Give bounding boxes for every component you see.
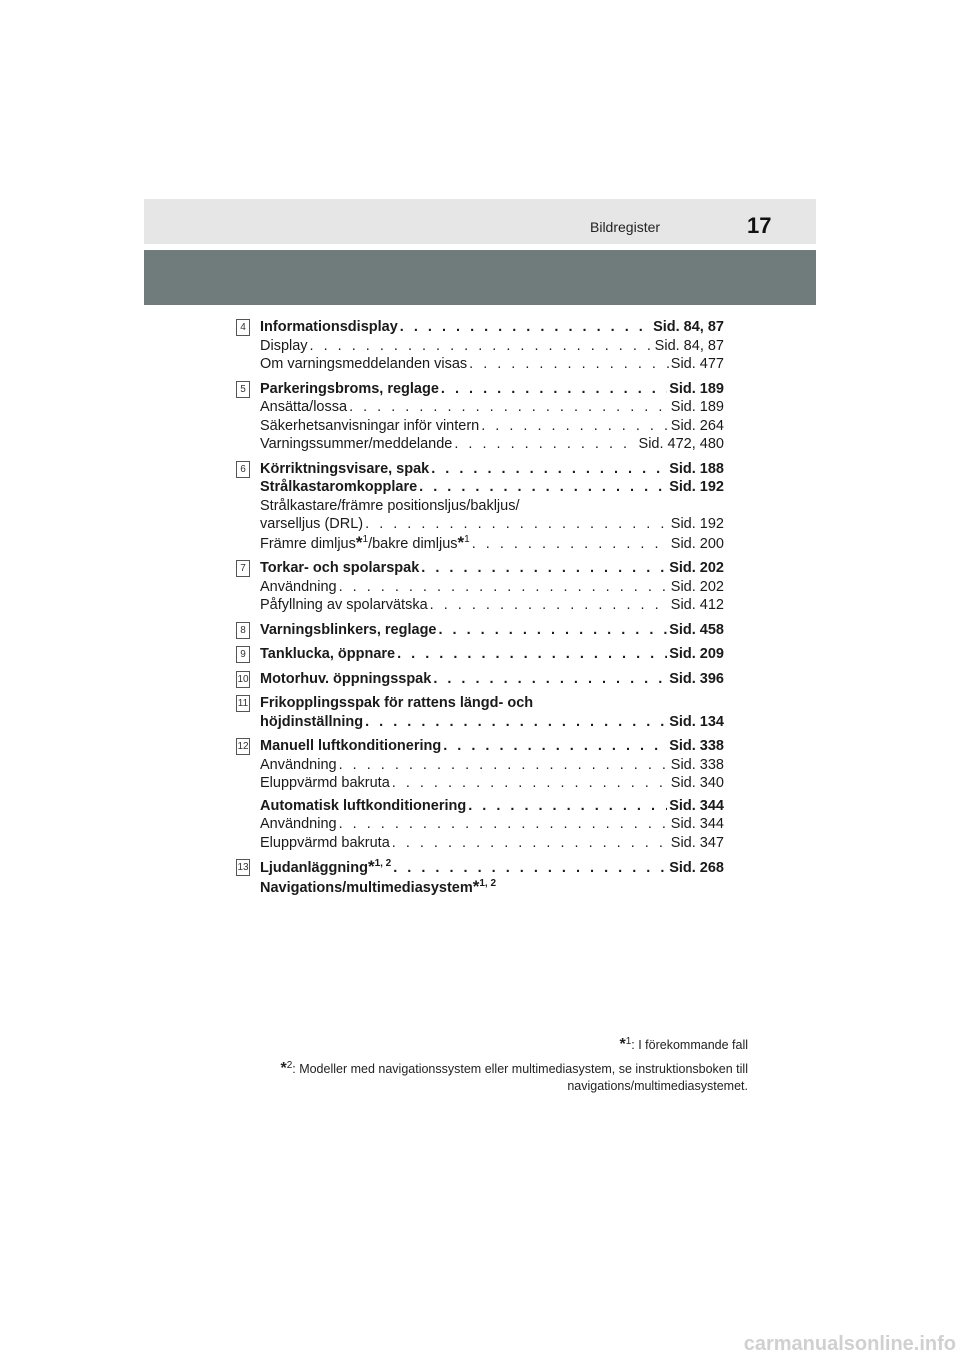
- footnote-marker: *: [619, 1036, 626, 1053]
- leader-dots: [439, 621, 668, 640]
- index-sub-row: [260, 815, 724, 834]
- entry-label: Manuell luftkonditionering: [260, 738, 442, 754]
- index-entry: [236, 621, 724, 640]
- page-reference: Sid. 412: [670, 597, 724, 613]
- leader-dots: [365, 515, 669, 534]
- index-sub-row: [260, 534, 724, 554]
- page-reference: Sid. 340: [670, 775, 724, 791]
- page-reference: Sid. 396: [669, 670, 724, 687]
- index-sub-row: [260, 515, 724, 534]
- leader-dots: [481, 417, 669, 436]
- index-heading-row: [260, 559, 724, 578]
- page-reference: Sid. 344: [670, 816, 724, 832]
- page-reference: Sid. 200: [670, 535, 724, 552]
- entry-label: Informationsdisplay: [260, 319, 398, 335]
- section-title: Bildregister: [590, 219, 661, 235]
- entry-label: Ljudanläggning*$^{1, 2}$: [260, 858, 392, 876]
- leader-dots: [310, 337, 653, 356]
- footnote-number: 2: [286, 1059, 293, 1071]
- entry-number-badge: 5: [236, 381, 250, 398]
- leader-dots: [431, 460, 667, 479]
- footnote-text: : I förekommande fall: [631, 1038, 748, 1052]
- footnotes: [268, 1036, 748, 1101]
- footnote: [268, 1060, 748, 1095]
- leader-dots: [392, 834, 669, 853]
- leader-dots: [421, 559, 667, 578]
- page-reference: Sid. 189: [669, 380, 724, 397]
- leader-dots: [472, 535, 669, 554]
- entry-label: Navigations/multimediasystem*$^{1, 2}$: [260, 877, 497, 896]
- page-reference: Sid. 84, 87: [654, 337, 724, 354]
- watermark: carmanualsonline.info: [743, 1333, 956, 1355]
- entry-label: Ansätta/lossa: [260, 399, 348, 415]
- entry-number-badge: 7: [236, 560, 250, 577]
- page-reference: Sid. 188: [669, 460, 724, 477]
- footnote-marker: *: [280, 1060, 287, 1077]
- entry-label: Parkeringsbroms, reglage: [260, 380, 439, 397]
- entry-label: höjdinställning: [260, 713, 364, 730]
- leader-dots: [430, 596, 669, 615]
- page-reference: Sid. 338: [669, 738, 724, 754]
- page-reference: Sid. 268: [669, 860, 724, 876]
- entry-label: Om varningsmeddelanden visas: [260, 356, 468, 372]
- index-heading-row: [260, 737, 724, 756]
- entry-label: Automatisk luftkonditionering: [260, 797, 467, 814]
- leader-dots: [469, 355, 669, 374]
- index-heading-row: [260, 478, 724, 497]
- index-entry: [236, 737, 724, 852]
- index-heading-row: [260, 318, 724, 337]
- index-heading-row: [260, 797, 724, 816]
- entry-label: Användning: [260, 578, 337, 595]
- leader-dots: [397, 645, 667, 664]
- index-sub-row: [260, 578, 724, 597]
- entry-number-badge: 10: [236, 671, 250, 688]
- index-sub-row: [260, 834, 724, 853]
- index-sub-row: [260, 398, 724, 417]
- index-sub-row: [260, 417, 724, 436]
- page-reference: Sid. 472, 480: [638, 436, 724, 452]
- index-heading-row: [260, 878, 724, 898]
- entry-number-badge: 8: [236, 622, 250, 639]
- index-entry: [236, 380, 724, 454]
- entry-label: Tanklucka, öppnare: [260, 646, 396, 662]
- leader-dots: [339, 578, 669, 597]
- index-entry: [236, 559, 724, 615]
- entry-label: Körriktningsvisare, spak: [260, 460, 430, 477]
- index-sub-row: [260, 756, 724, 775]
- entry-number-badge: 4: [236, 319, 250, 336]
- page-reference: Sid. 202: [669, 560, 724, 576]
- index-entry: [236, 670, 724, 689]
- leader-dots: [393, 859, 667, 878]
- index-heading-row: [260, 694, 724, 713]
- page-reference: Sid. 189: [670, 399, 724, 415]
- entry-label: Strålkastare/främre positionsljus/bakljus/: [260, 497, 520, 514]
- entry-number-badge: 9: [236, 646, 250, 663]
- leader-dots: [349, 398, 669, 417]
- entry-label: Varningsblinkers, reglage: [260, 621, 437, 638]
- page-reference: Sid. 202: [670, 578, 724, 595]
- leader-dots: [365, 713, 667, 732]
- entry-label: Varningssummer/meddelande: [260, 436, 453, 452]
- leader-dots: [339, 756, 669, 775]
- index-list: [236, 318, 724, 903]
- index-heading-row: [260, 670, 724, 689]
- index-heading-row: [260, 713, 724, 732]
- leader-dots: [400, 318, 651, 337]
- index-entry: [236, 318, 724, 374]
- entry-label: Eluppvärmd bakruta: [260, 834, 390, 851]
- footnote-number: 1: [625, 1035, 632, 1047]
- index-sub-row: [260, 435, 724, 454]
- index-entry: [236, 694, 724, 731]
- page-reference: Sid. 134: [669, 713, 724, 730]
- page-reference: Sid. 344: [669, 797, 724, 814]
- page-reference: Sid. 338: [670, 756, 724, 773]
- page-reference: Sid. 192: [669, 479, 724, 495]
- entry-label: Strålkastaromkopplare: [260, 479, 418, 495]
- page-reference: Sid. 209: [669, 646, 724, 662]
- leader-dots: [468, 797, 667, 816]
- index-sub-row: [260, 337, 724, 356]
- entry-label: Främre dimljus*$^1$/bakre dimljus*$^1$: [260, 533, 470, 552]
- header-bar: [144, 199, 816, 244]
- index-sub-row: [260, 355, 724, 374]
- decorative-band: [144, 250, 816, 305]
- leader-dots: [433, 670, 667, 689]
- entry-number-badge: 12: [236, 738, 250, 755]
- index-entry: [236, 858, 724, 897]
- index-heading-row: [260, 858, 724, 878]
- leader-dots: [392, 774, 669, 793]
- entry-label: Frikopplingsspak för rattens längd- och: [260, 695, 534, 711]
- page-reference: Sid. 477: [670, 356, 724, 372]
- page-reference: Sid. 192: [670, 516, 724, 532]
- leader-dots: [443, 737, 667, 756]
- page-number: 17: [747, 213, 772, 238]
- entry-number-badge: 6: [236, 461, 250, 478]
- index-heading-row: [260, 460, 724, 479]
- leader-dots: [454, 435, 636, 454]
- entry-label: Påfyllning av spolarvätska: [260, 597, 428, 613]
- entry-label: Display: [260, 337, 308, 354]
- footnote-text: : Modeller med navigationssystem eller multimediasystem, se instruktionsboken till navigations/multimediasystemet.: [292, 1062, 748, 1093]
- entry-number-badge: 13: [236, 859, 250, 876]
- entry-label: Användning: [260, 816, 337, 832]
- entry-label: varselljus (DRL): [260, 516, 364, 532]
- footnote: [268, 1036, 748, 1054]
- index-heading-row: [260, 380, 724, 399]
- leader-dots: [339, 815, 669, 834]
- leader-dots: [419, 478, 667, 497]
- page-reference: Sid. 347: [670, 834, 724, 851]
- index-sub-row: [260, 774, 724, 793]
- entry-label: Torkar- och spolarspak: [260, 560, 420, 576]
- index-entry: [236, 645, 724, 664]
- entry-number-badge: 11: [236, 695, 250, 712]
- page-reference: Sid. 458: [669, 621, 724, 638]
- index-heading-row: [260, 645, 724, 664]
- entry-label: Eluppvärmd bakruta: [260, 775, 390, 791]
- index-heading-row: [260, 621, 724, 640]
- leader-dots: [441, 380, 667, 399]
- entry-label: Motorhuv. öppningsspak: [260, 670, 432, 687]
- index-entry: [236, 460, 724, 554]
- entry-label: Användning: [260, 756, 337, 773]
- index-sub-row: [260, 596, 724, 615]
- index-sub-row: [260, 497, 724, 516]
- page-reference: Sid. 264: [670, 417, 724, 434]
- entry-label: Säkerhetsanvisningar inför vintern: [260, 417, 480, 434]
- page-reference: Sid. 84, 87: [653, 319, 724, 335]
